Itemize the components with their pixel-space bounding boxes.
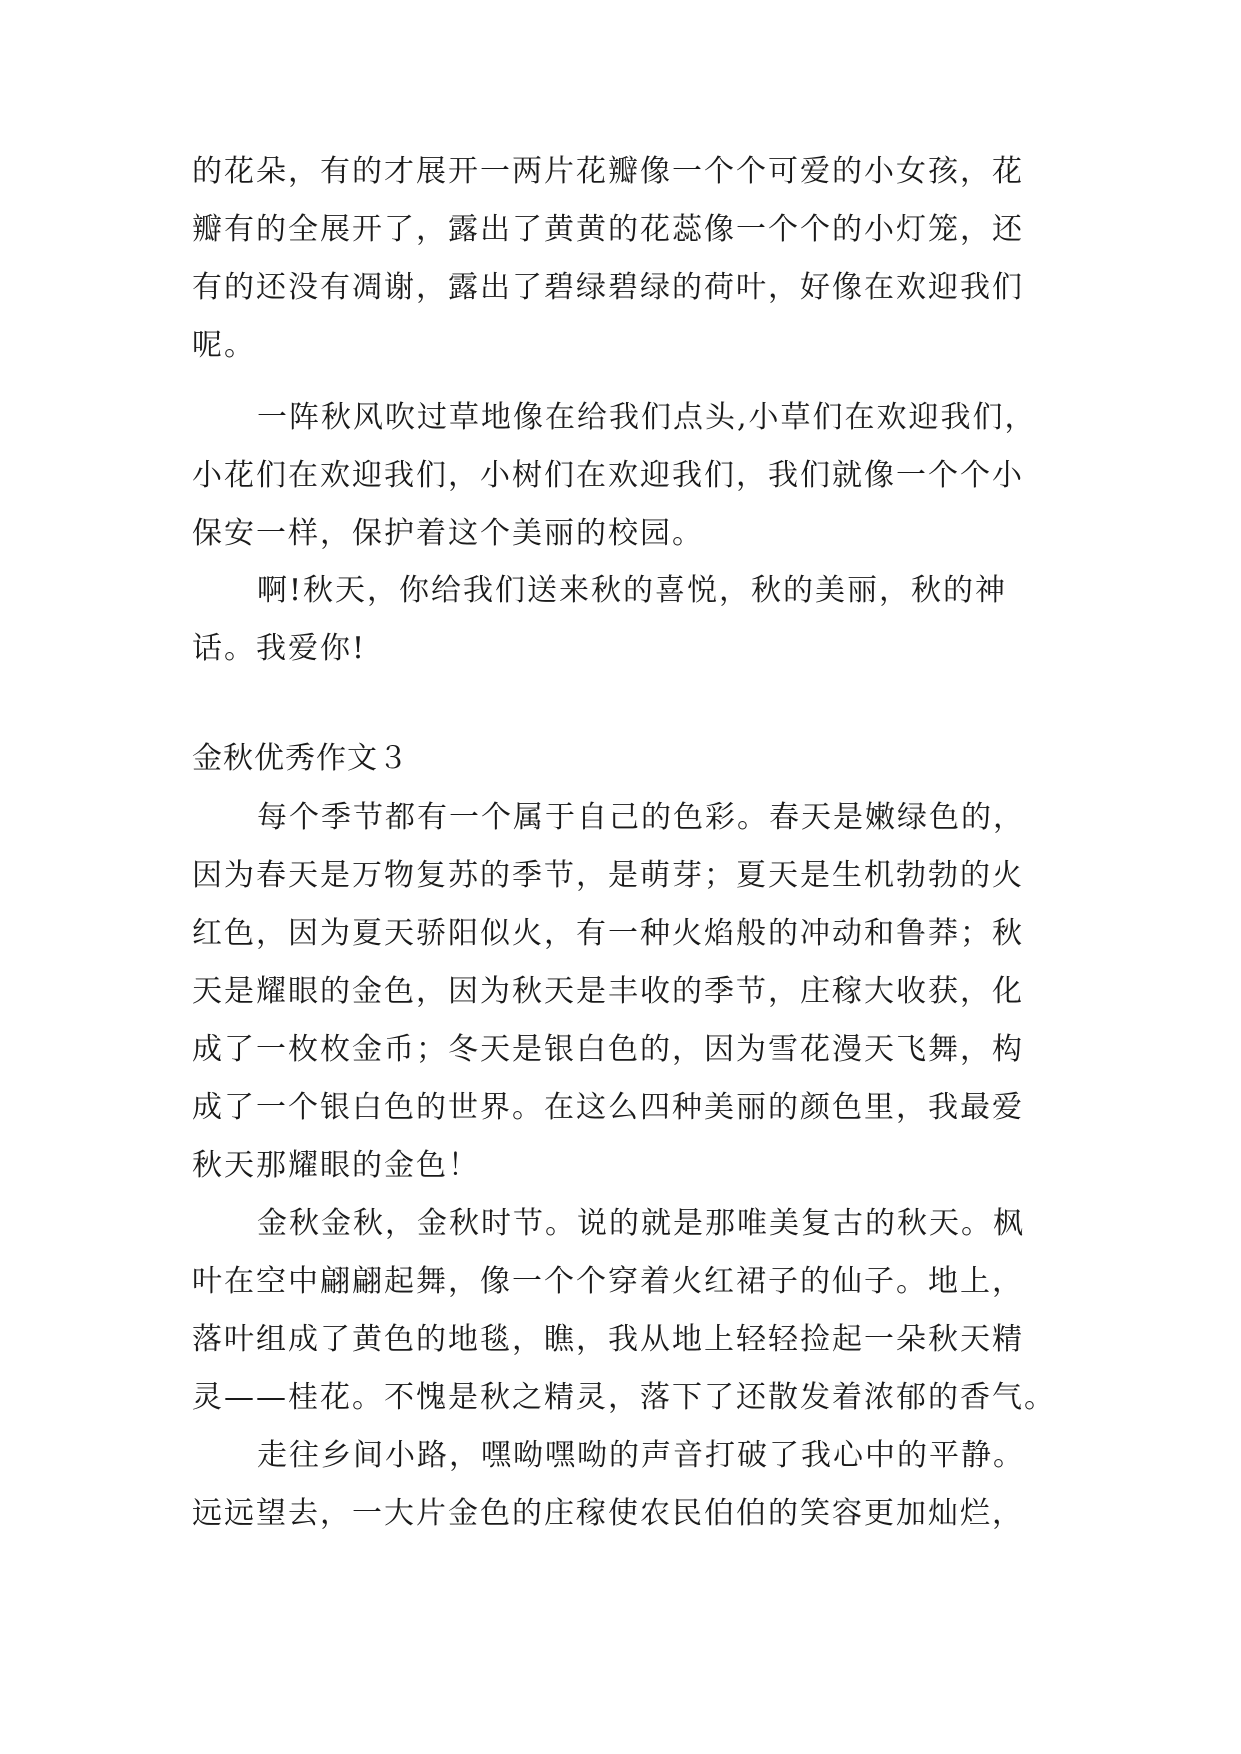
body-text-line: 红色，因为夏天骄阳似火，有一种火焰般的冲动和鲁莽；秋 [192, 916, 1024, 951]
body-text-line: 叶在空中翩翩起舞，像一个个穿着火红裙子的仙子。地上， [192, 1264, 1024, 1299]
paragraph-first-line: 金秋金秋，金秋时节。说的就是那唯美复古的秋天。枫 [257, 1206, 1025, 1241]
body-text-line: 落叶组成了黄色的地毯，瞧，我从地上轻轻捡起一朵秋天精 [192, 1322, 1024, 1357]
paragraph-first-line: 一阵秋风吹过草地像在给我们点头,小草们在欢迎我们， [257, 400, 1037, 435]
body-text-line: 秋天那耀眼的金色！ [192, 1148, 480, 1183]
section-heading: 金秋优秀作文３ [192, 741, 409, 776]
body-text-line: 成了一个银白色的世界。在这么四种美丽的颜色里，我最爱 [192, 1090, 1024, 1125]
body-text-line: 有的还没有凋谢，露出了碧绿碧绿的荷叶，好像在欢迎我们 [192, 270, 1024, 305]
body-text-line: 呢。 [192, 328, 256, 363]
body-text-line: 小花们在欢迎我们，小树们在欢迎我们，我们就像一个个小 [192, 458, 1024, 493]
paragraph-first-line: 啊!秋天，你给我们送来秋的喜悦，秋的美丽，秋的神 [257, 573, 1008, 608]
body-text-line: 因为春天是万物复苏的季节，是萌芽；夏天是生机勃勃的火 [192, 858, 1024, 893]
body-text-line: 灵——桂花。不愧是秋之精灵，落下了还散发着浓郁的香气。 [192, 1380, 1056, 1415]
paragraph-first-line: 走往乡间小路，嘿呦嘿呦的声音打破了我心中的平静。 [257, 1438, 1025, 1473]
paragraph-first-line: 每个季节都有一个属于自己的色彩。春天是嫩绿色的， [257, 800, 1025, 835]
body-text-line: 保安一样，保护着这个美丽的校园。 [192, 516, 704, 551]
body-text-line: 瓣有的全展开了，露出了黄黄的花蕊像一个个的小灯笼，还 [192, 212, 1024, 247]
body-text-line: 成了一枚枚金币；冬天是银白色的，因为雪花漫天飞舞，构 [192, 1032, 1024, 1067]
body-text-line: 远远望去，一大片金色的庄稼使农民伯伯的笑容更加灿烂， [192, 1496, 1024, 1531]
body-text-line: 的花朵，有的才展开一两片花瓣像一个个可爱的小女孩，花 [192, 154, 1024, 189]
body-text-line: 天是耀眼的金色，因为秋天是丰收的季节，庄稼大收获，化 [192, 974, 1024, 1009]
body-text-line: 话。我爱你! [192, 631, 367, 666]
